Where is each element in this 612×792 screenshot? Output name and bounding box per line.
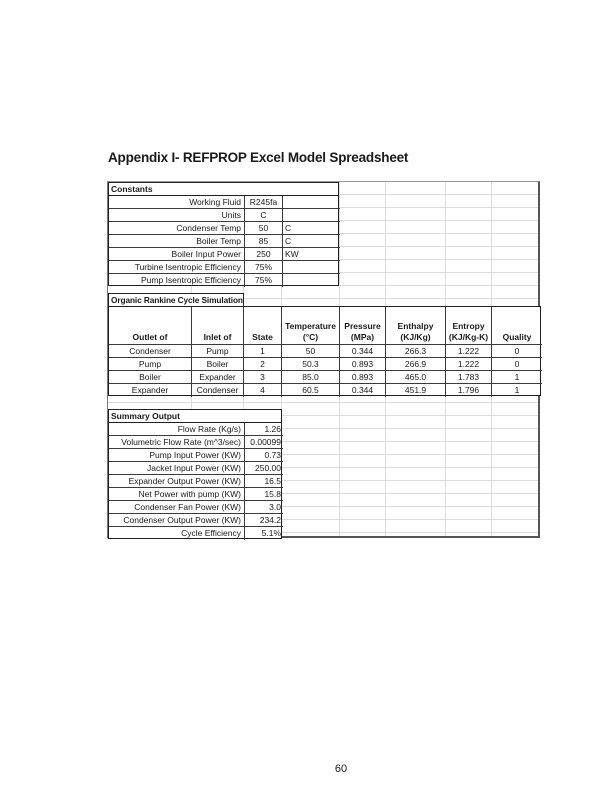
row-label: Boiler Input Power xyxy=(109,248,245,261)
cell-unit xyxy=(283,209,340,222)
cell: Expander xyxy=(109,384,192,397)
cell: 1 xyxy=(514,385,520,395)
cell-value: C xyxy=(245,209,283,222)
cell: Pump xyxy=(192,345,244,358)
cell: 451.9 xyxy=(386,384,446,397)
summary-table xyxy=(108,422,282,539)
cell-value: 75% xyxy=(245,274,283,287)
cell: Expander xyxy=(192,371,244,384)
cell: Boiler xyxy=(192,358,244,371)
cell-value: 85 xyxy=(245,235,283,248)
cell-value: 5.1% xyxy=(261,528,281,538)
cell-value: 0.73 xyxy=(245,449,283,462)
cell: 266.3 xyxy=(386,345,446,358)
cell-value: 50 xyxy=(245,222,283,235)
cell: 1 xyxy=(244,345,282,358)
column-header: Outlet of xyxy=(109,307,192,345)
cell: Boiler xyxy=(109,371,192,384)
cell-value: 250 xyxy=(245,248,283,261)
column-header: Temperature (°C) xyxy=(282,307,340,345)
column-header: State xyxy=(244,307,282,345)
page-title: Appendix I- REFPROP Excel Model Spreadsheet xyxy=(108,150,409,165)
row-label: Units xyxy=(109,209,245,222)
cell-unit xyxy=(283,274,340,287)
cell-value: 234.2 xyxy=(245,514,283,527)
column-header: Inlet of xyxy=(192,307,244,345)
row-label: Expander Output Power (KW) xyxy=(109,475,245,488)
row-label: Volumetric Flow Rate (m^3/sec) xyxy=(109,436,245,449)
row-label: Pump Isentropic Efficiency xyxy=(109,274,245,287)
constants-section-title: Constants xyxy=(108,182,339,195)
cell: 4 xyxy=(244,384,282,397)
cell: 1.222 xyxy=(446,345,492,358)
row-label: Boiler Temp xyxy=(109,235,245,248)
row-label: Pump Input Power (KW) xyxy=(109,449,245,462)
summary-section-title: Summary Output xyxy=(108,409,282,422)
cell: 0 xyxy=(492,358,542,371)
row-label: Flow Rate (Kg/s) xyxy=(109,423,245,436)
cell-value: R245fa xyxy=(245,196,283,209)
cell: 0 xyxy=(492,345,542,358)
cell: 1.796 xyxy=(446,384,492,397)
cell: 0.344 xyxy=(340,384,386,397)
row-label: Condenser Temp xyxy=(109,222,245,235)
column-header: Entropy (KJ/Kg-K) xyxy=(446,307,492,345)
simulation-section-title: Organic Rankine Cycle Simulation xyxy=(108,293,244,306)
cell: Condenser xyxy=(192,384,244,397)
cell: 85.0 xyxy=(282,371,340,384)
cell-unit: C xyxy=(283,222,340,235)
cell: Condenser xyxy=(109,345,192,358)
row-label: Turbine Isentropic Efficiency xyxy=(109,261,245,274)
simulation-table xyxy=(108,306,541,396)
cell-value: 250.00 xyxy=(245,462,283,475)
row-label: Condenser Fan Power (KW) xyxy=(109,501,245,514)
cell: 3 xyxy=(244,371,282,384)
cell-value: 1.26 xyxy=(245,423,283,436)
spreadsheet-grid xyxy=(107,181,540,538)
cell: 0.893 xyxy=(340,371,386,384)
row-label: Working Fluid xyxy=(109,196,245,209)
cell-value: 0.00099 xyxy=(245,436,283,449)
cell-unit xyxy=(283,196,340,209)
cell-unit: KW xyxy=(283,248,340,261)
cell: 0.344 xyxy=(340,345,386,358)
row-label: Condenser Output Power (KW) xyxy=(109,514,245,527)
cell: 60.5 xyxy=(282,384,340,397)
page-number: 60 xyxy=(334,763,348,775)
column-header: Quality xyxy=(492,307,542,345)
cell: 50.3 xyxy=(282,358,340,371)
cell-value: 75% xyxy=(245,261,283,274)
constants-table xyxy=(108,195,339,286)
row-label: Cycle Efficiency xyxy=(109,527,245,540)
cell: 465.0 xyxy=(386,371,446,384)
row-label: Net Power with pump (KW) xyxy=(109,488,245,501)
cell: 266.9 xyxy=(386,358,446,371)
cell: 0.893 xyxy=(340,358,386,371)
cell: Pump xyxy=(109,358,192,371)
cell-value: 16.5 xyxy=(245,475,283,488)
cell: 1 xyxy=(492,371,542,384)
cell-unit: C xyxy=(283,235,340,248)
cell-value: 3.0 xyxy=(245,501,283,514)
cell: 50 xyxy=(282,345,340,358)
cell-unit xyxy=(283,261,340,274)
cell: 1.783 xyxy=(446,371,492,384)
cell-value: 15.8 xyxy=(245,488,283,501)
cell: 2 xyxy=(244,358,282,371)
row-label: Jacket Input Power (KW) xyxy=(109,462,245,475)
column-header: Enthalpy (KJ/Kg) xyxy=(386,307,446,345)
cell: 1.222 xyxy=(446,358,492,371)
column-header: Pressure (MPa) xyxy=(340,307,386,345)
